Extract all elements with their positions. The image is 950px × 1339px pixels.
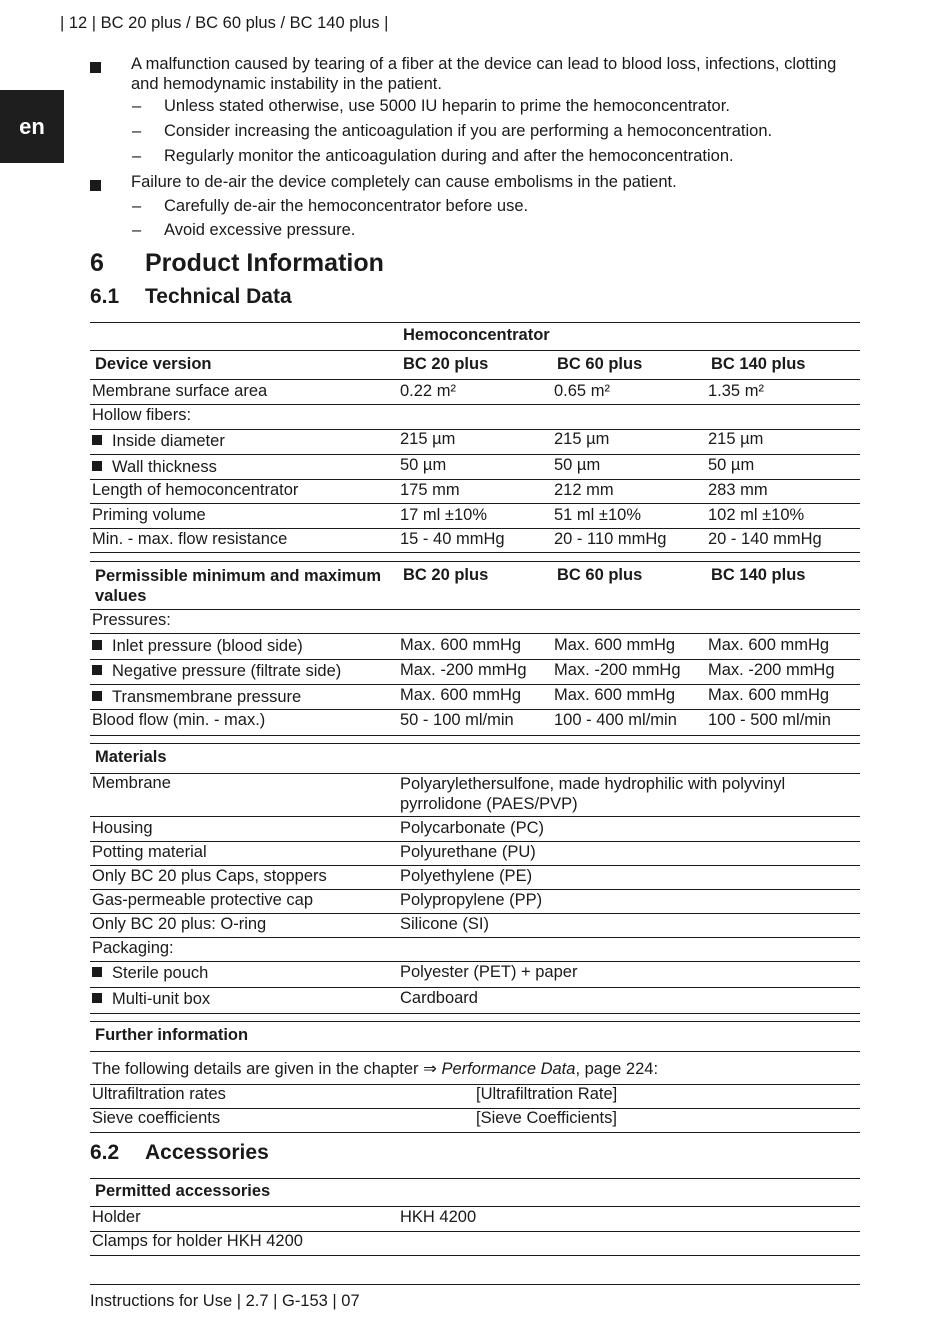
table-row-label: Only BC 20 plus: O-ring: [92, 915, 267, 933]
table-cell: Silicone (SI): [400, 915, 489, 933]
table-rule: [90, 816, 860, 817]
table-cell: Max. 600 mmHg: [554, 636, 676, 654]
table-rule: [90, 1206, 860, 1207]
table-cell: Max. -200 mmHg: [554, 661, 681, 679]
table-cell: Max. 600 mmHg: [708, 686, 830, 704]
bullet-square-icon: [92, 665, 102, 675]
table-cell: 215 µm: [400, 430, 456, 448]
table-rule: [90, 350, 860, 351]
bullet-square-icon: [92, 461, 102, 471]
table-row-label: Clamps for holder HKH 4200: [92, 1232, 303, 1250]
bullet-square-icon: [92, 435, 102, 445]
table-rule: [90, 454, 860, 455]
page-footer: Instructions for Use | 2.7 | G-153 | 07: [90, 1292, 360, 1310]
table-cell: 215 µm: [554, 430, 610, 448]
arrow-right-icon: ⇒: [423, 1060, 437, 1078]
table-rule: [90, 479, 860, 480]
table-rule: [90, 709, 860, 710]
dash-marker: –: [132, 147, 142, 165]
table-column-header: Materials: [95, 748, 167, 766]
table-cell: 0.65 m²: [554, 382, 610, 400]
warning-subitem: Avoid excessive pressure.: [164, 221, 356, 239]
table-rule: [90, 552, 860, 553]
warning-text: Failure to de-air the device completely can cause embolisms in the patient.: [131, 173, 677, 191]
table-row-label: Membrane: [92, 774, 171, 792]
footer-rule: [90, 1284, 860, 1285]
table-cell: 212 mm: [554, 481, 614, 499]
table-cell: Cardboard: [400, 989, 478, 1007]
table-cell: Polyurethane (PU): [400, 843, 536, 861]
table-rule: [90, 1255, 860, 1256]
table-rule: [90, 322, 860, 323]
table-row-label: Inlet pressure (blood side): [92, 637, 303, 656]
table-cell: [Ultrafiltration Rate]: [476, 1085, 618, 1103]
table-rule: [90, 561, 860, 562]
table-cell: Max. -200 mmHg: [400, 661, 527, 679]
warning-text: A malfunction caused by tearing of a fiber at the device can lead to blood loss, infections, clotting and hemodynamic instability in the patient.: [131, 55, 837, 93]
table-cell: 15 - 40 mmHg: [400, 530, 505, 548]
table-cell: 50 µm: [400, 456, 447, 474]
table-row-label: Membrane surface area: [92, 382, 268, 400]
table-cell: 215 µm: [708, 430, 764, 448]
table-rule: [90, 1132, 860, 1133]
subsection-heading: 6.2 Accessories: [90, 1141, 269, 1164]
table-cell: 51 ml ±10%: [554, 506, 642, 524]
table-rule: [90, 937, 860, 938]
table-row-label: Inside diameter: [92, 432, 225, 451]
table-cell: Polypropylene (PP): [400, 891, 543, 909]
further-info-intro: The following details are given in the chapter ⇒ Performance Data, page 224:: [92, 1060, 659, 1078]
table-rule: [90, 735, 860, 736]
section-heading: 6 Product Information: [90, 249, 384, 277]
table-column-header: BC 140 plus: [711, 355, 806, 373]
table-rule: [90, 1178, 860, 1179]
table-column-header: Permitted accessories: [95, 1182, 271, 1200]
table-cell: Max. -200 mmHg: [708, 661, 835, 679]
table-rule: [90, 684, 860, 685]
warning-subitem: Unless stated otherwise, use 5000 IU heparin to prime the hemoconcentrator.: [164, 97, 730, 115]
table-row-label: Holder: [92, 1208, 141, 1226]
table-rule: [90, 659, 860, 660]
table-cell: 50 µm: [708, 456, 755, 474]
table-row-label: Negative pressure (filtrate side): [92, 662, 341, 681]
table-rule: [90, 913, 860, 914]
table-rule: [90, 743, 860, 744]
table-column-header: Device version: [95, 355, 212, 373]
table-cell: Polyester (PET) + paper: [400, 963, 578, 981]
table-cell: 1.35 m²: [708, 382, 764, 400]
table-rule: [90, 633, 860, 634]
table-cell: Max. 600 mmHg: [400, 636, 522, 654]
table-row-label: Wall thickness: [92, 458, 217, 477]
bullet-square-icon: [92, 967, 102, 977]
table-column-header: Further information: [95, 1026, 249, 1044]
table-rule: [90, 379, 860, 380]
table-rule: [90, 961, 860, 962]
table-cell: 100 - 400 ml/min: [554, 711, 677, 729]
table-cell: 17 ml ±10%: [400, 506, 488, 524]
table-rule: [90, 503, 860, 504]
warning-subitem: Consider increasing the anticoagulation if you are performing a hemoconcentration.: [164, 122, 773, 140]
table-cell: 0.22 m²: [400, 382, 456, 400]
table-rule: [90, 404, 860, 405]
table-column-header: BC 140 plus: [711, 566, 806, 584]
table-cell: Max. 600 mmHg: [708, 636, 830, 654]
dash-marker: –: [132, 122, 142, 140]
table-cell: 20 - 140 mmHg: [708, 530, 822, 548]
table-cell: 102 ml ±10%: [708, 506, 805, 524]
table-rule: [90, 1021, 860, 1022]
dash-marker: –: [132, 221, 142, 239]
table-row-label: Pressures:: [92, 611, 171, 629]
table-row-label: Only BC 20 plus Caps, stoppers: [92, 867, 327, 885]
cross-reference-link: Performance Data: [441, 1060, 576, 1078]
table-cell: Polyarylethersulfone, made hydrophilic with polyvinyl pyrrolidone (PAES/PVP): [400, 775, 786, 813]
table-row-label: Multi-unit box: [92, 990, 210, 1009]
table-column-header: BC 20 plus: [403, 566, 489, 584]
table-cell: Max. 600 mmHg: [554, 686, 676, 704]
table-cell: 50 - 100 ml/min: [400, 711, 514, 729]
bullet-square-icon: [92, 640, 102, 650]
bullet-square-icon: [90, 177, 101, 196]
table-cell: 50 µm: [554, 456, 601, 474]
table-rule: [90, 889, 860, 890]
table-cell: HKH 4200: [400, 1208, 477, 1226]
table-cell: 20 - 110 mmHg: [554, 530, 667, 548]
bullet-square-icon: [90, 59, 101, 78]
table-rule: [90, 1051, 860, 1052]
table-cell: Polycarbonate (PC): [400, 819, 544, 837]
table-row-label: Length of hemoconcentrator: [92, 481, 299, 499]
table-column-header: Permissible minimum and maximum values: [95, 567, 382, 605]
warning-subitem: Carefully de-air the hemoconcentrator before use.: [164, 197, 529, 215]
warning-subitem: Regularly monitor the anticoagulation during and after the hemoconcentration.: [164, 147, 734, 165]
table-column-header: BC 60 plus: [557, 566, 643, 584]
table-rule: [90, 865, 860, 866]
table-row-label: Transmembrane pressure: [92, 688, 301, 707]
table-row-label: Min. - max. flow resistance: [92, 530, 288, 548]
bullet-square-icon: [92, 691, 102, 701]
table-row-label: Blood flow (min. - max.): [92, 711, 266, 729]
language-tab: en: [0, 90, 64, 163]
table-row-label: Gas-permeable protective cap: [92, 891, 314, 909]
table-row-label: Sieve coefficients: [92, 1109, 221, 1127]
table-cell: Max. 600 mmHg: [400, 686, 522, 704]
bullet-square-icon: [92, 993, 102, 1003]
subsection-heading: 6.1 Technical Data: [90, 285, 292, 308]
table-cell: Polyethylene (PE): [400, 867, 533, 885]
table-row-label: Housing: [92, 819, 153, 837]
table-column-header: BC 20 plus: [403, 355, 489, 373]
table-row-label: Hollow fibers:: [92, 406, 192, 424]
dash-marker: –: [132, 197, 142, 215]
table-cell: 100 - 500 ml/min: [708, 711, 831, 729]
table-cell: 175 mm: [400, 481, 460, 499]
table-row-label: Packaging:: [92, 939, 174, 957]
table-cell: [Sieve Coefficients]: [476, 1109, 617, 1127]
table-rule: [90, 609, 860, 610]
table-rule: [90, 987, 860, 988]
table-group-header: Hemoconcentrator: [403, 326, 550, 344]
dash-marker: –: [132, 97, 142, 115]
page-header: | 12 | BC 20 plus / BC 60 plus / BC 140 plus |: [60, 14, 389, 32]
table-row-label: Priming volume: [92, 506, 206, 524]
table-column-header: BC 60 plus: [557, 355, 643, 373]
table-rule: [90, 1013, 860, 1014]
table-rule: [90, 841, 860, 842]
table-row-label: Potting material: [92, 843, 207, 861]
table-row-label: Ultrafiltration rates: [92, 1085, 226, 1103]
table-cell: 283 mm: [708, 481, 768, 499]
table-row-label: Sterile pouch: [92, 964, 208, 983]
table-rule: [90, 528, 860, 529]
